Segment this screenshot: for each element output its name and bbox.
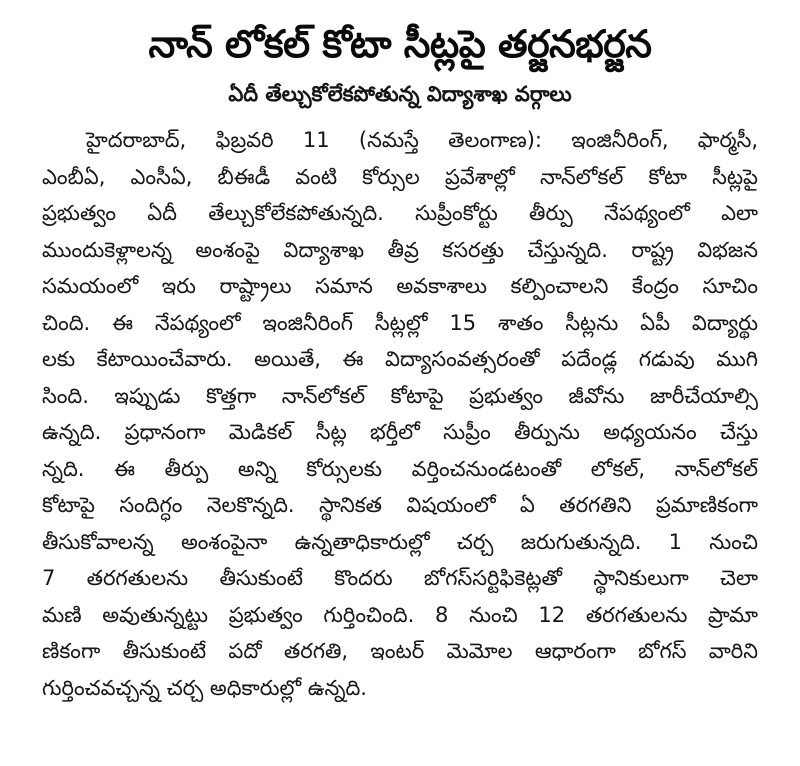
body-line: చింది. ఈ నేపథ్యంలో ఇంజినీరింగ్‌ సీట్లల్లో 15 శాతం సీట్లను ఏపీ విద్యార్థు <box>42 310 758 335</box>
body-line: ఎంబీఏ, ఎంసీఏ, బీఈడీ వంటి కోర్సుల ప్రవేశాల్లో నాన్‌లోకల్‌ కోటా సీట్లపై <box>42 164 758 189</box>
body-line: సింది. ఇప్పుడు కొత్తగా నాన్‌లోకల్‌ కోటాపై ప్రభుత్వం జీవోను జారీచేయాల్సి <box>42 383 758 408</box>
body-line: ముందుకెళ్లాలన్న అంశంపై విద్యాశాఖ తీవ్ర కసరత్తు చేస్తున్నది. రాష్ట్ర విభజన <box>42 237 758 262</box>
body-line: హైదరాబాద్‌, ఫిబ్రవరి 11 (నమస్తే తెలంగాణ): ఇంజినీరింగ్‌, ఫార్మసీ, <box>86 128 758 152</box>
body-line: లకు కేటాయించేవారు. అయితే, ఈ విద్యాసంవత్సరంతో పదేండ్ల గడువు ముగి <box>42 347 758 371</box>
body-line: ప్రభుత్వం ఏదీ తేల్చుకోలేకపోతున్నది. సుప్రీంకోర్టు తీర్పు నేపథ్యంలో ఎలా <box>42 201 758 225</box>
body-line: గుర్తించవచ్చన్న చర్చ అధికారుల్లో ఉన్నది. <box>42 675 367 700</box>
body-line: కోటాపై సందిగ్ధం నెలకొన్నది. స్థానికత విషయంలో ఏ తరగతిని ప్రమాణికంగా <box>42 493 758 517</box>
body-line: న్నది. ఈ తీర్పు అన్ని కోర్సులకు వర్తించనుండటంతో లోకల్‌, నాన్‌లోకల్‌ <box>42 456 758 481</box>
body-line: ఉన్నది. ప్రధానంగా మెడికల్‌ సీట్ల భర్తీలో సుప్రీం తీర్పును అధ్యయనం చేస్తు <box>42 420 758 444</box>
body-line: 7 తరగతులను తీసుకుంటే కొందరు బోగస్‌సర్టిఫికెట్లతో స్థానికులుగా చెలా <box>42 566 758 590</box>
body-line: తీసుకోవాలన్న అంశంపైనా ఉన్నతాధికారుల్లో చర్చ జరుగుతున్నది. 1 నుంచి <box>42 529 758 554</box>
body-line: మణి అవుతున్నట్టు ప్రభుత్వం గుర్తించింది. 8 నుంచి 12 తరగతులను ప్రామా <box>42 602 758 627</box>
headline: నాన్‌ లోకల్‌ కోటా సీట్లపై తర్జనభర్జన <box>148 22 652 66</box>
article-body <box>42 122 758 706</box>
body-line: ణికంగా తీసుకుంటే పదో తరగతి, ఇంటర్‌ మెమోల ఆధారంగా బోగస్‌ వారిని <box>42 639 758 663</box>
subheadline: ఏదీ తేల్చుకోలేకపోతున్న విద్యాశాఖ వర్గాలు <box>228 82 572 106</box>
body-line: సమయంలో ఇరు రాష్ట్రాలు సమాన అవకాశాలు కల్పించాలని కేంద్రం సూచిం <box>42 274 758 298</box>
